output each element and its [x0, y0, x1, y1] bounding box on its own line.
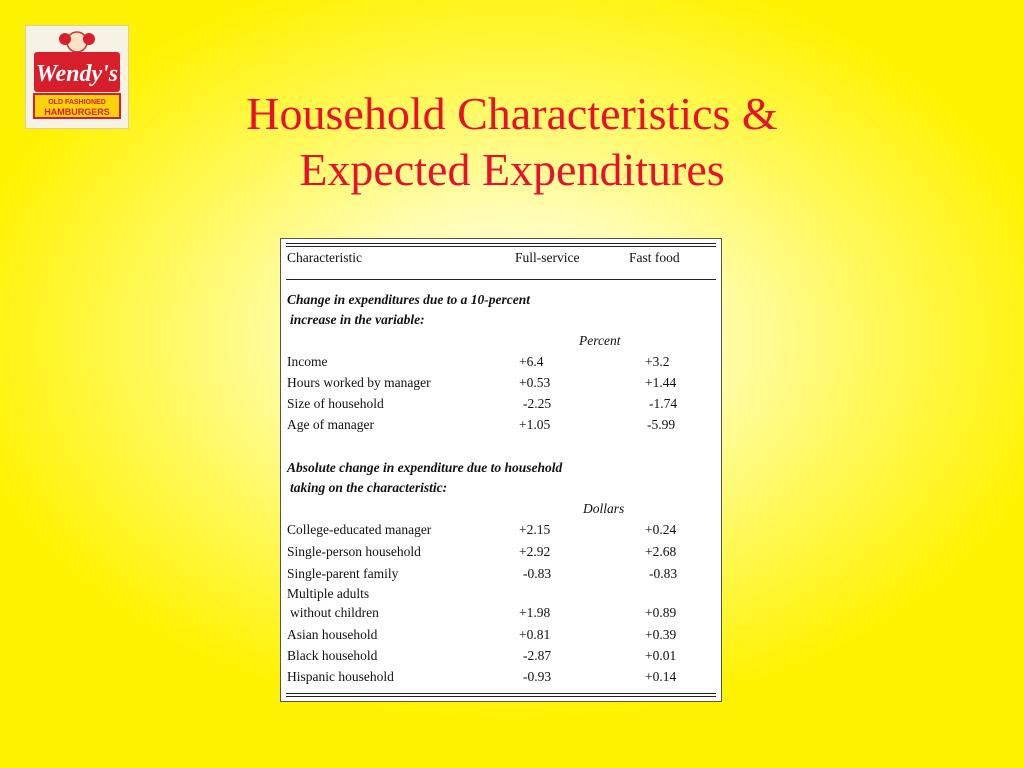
row-label: Age of manager — [287, 417, 374, 432]
row-fast-food: +0.01 — [645, 648, 677, 663]
table-row — [287, 543, 715, 561]
row-fast-food: +2.68 — [645, 544, 677, 559]
row-fast-food: +3.2 — [645, 354, 670, 369]
logo-tagline-bottom: HAMBURGERS — [44, 107, 110, 117]
section1-heading-text-1: Change in expenditures due to a 10-percent — [287, 292, 531, 307]
table-row — [287, 604, 715, 622]
row-full-service: +2.92 — [519, 544, 551, 559]
header-full-service: Full-service — [515, 250, 580, 265]
table-top-rule-2 — [286, 246, 716, 247]
table-row — [287, 668, 715, 686]
row-full-service: +1.05 — [519, 417, 551, 432]
wendys-logo — [25, 25, 129, 129]
section2-unit: Dollars — [583, 501, 625, 516]
row-fast-food: -0.83 — [649, 566, 678, 581]
table-bottom-rule-2 — [286, 696, 716, 697]
wendys-logo-graphic — [26, 26, 128, 128]
row-full-service: +1.98 — [519, 605, 551, 620]
section2-heading-1 — [287, 459, 715, 477]
logo-pigtail-right — [83, 33, 95, 45]
table-row — [287, 521, 715, 539]
row-full-service: +0.53 — [519, 375, 551, 390]
row-fast-food: +0.24 — [645, 522, 677, 537]
row-label: College-educated manager — [287, 522, 432, 537]
row-full-service: -0.83 — [523, 566, 552, 581]
row-label: Black household — [287, 648, 378, 663]
section2-heading-text-2: taking on the characteristic: — [290, 480, 448, 495]
table-row — [287, 585, 715, 603]
row-fast-food: -1.74 — [649, 396, 678, 411]
row-label: Size of household — [287, 396, 384, 411]
slide-title — [140, 86, 884, 198]
section1-heading-text-2: increase in the variable: — [290, 312, 425, 327]
logo-wordmark: Wendy's — [35, 61, 119, 87]
table-header-row — [287, 249, 715, 267]
row-full-service: +6.4 — [519, 354, 544, 369]
row-full-service: +2.15 — [519, 522, 551, 537]
expenditure-table — [280, 238, 722, 702]
row-label: Income — [287, 354, 328, 369]
logo-pigtail-left — [59, 33, 71, 45]
table-row — [287, 353, 715, 371]
section2-unit-row — [287, 500, 715, 518]
row-label: Single-parent family — [287, 566, 399, 581]
table-row — [287, 374, 715, 392]
row-label: Multiple adults — [287, 586, 370, 601]
table-bottom-rule — [286, 693, 716, 694]
row-fast-food: +0.89 — [645, 605, 677, 620]
row-label: Asian household — [287, 627, 378, 642]
table-top-rule — [286, 243, 716, 244]
table-row — [287, 626, 715, 644]
header-rule — [286, 279, 716, 280]
table-row — [287, 395, 715, 413]
table-row — [287, 416, 715, 434]
row-label: without children — [290, 605, 379, 620]
row-label: Hours worked by manager — [287, 375, 431, 390]
row-full-service: -2.87 — [523, 648, 552, 663]
row-full-service: -2.25 — [523, 396, 552, 411]
row-fast-food: +0.14 — [645, 669, 677, 684]
row-fast-food: +1.44 — [645, 375, 677, 390]
header-characteristic: Characteristic — [287, 250, 362, 265]
section1-unit-row — [287, 332, 715, 350]
section1-heading-1 — [287, 291, 715, 309]
row-label: Single-person household — [287, 544, 421, 559]
section1-heading-2 — [287, 311, 715, 329]
section2-heading-text-1: Absolute change in expenditure due to household — [287, 460, 563, 475]
row-full-service: +0.81 — [519, 627, 551, 642]
title-line-1: Household Characteristics & — [246, 88, 778, 139]
title-line-2: Expected Expenditures — [299, 144, 725, 195]
header-fast-food: Fast food — [629, 250, 680, 265]
section2-heading-2 — [287, 479, 715, 497]
row-fast-food: +0.39 — [645, 627, 677, 642]
row-fast-food: -5.99 — [647, 417, 676, 432]
section1-unit: Percent — [579, 333, 621, 348]
logo-tagline-top: OLD FASHIONED — [48, 99, 106, 106]
row-full-service: -0.93 — [523, 669, 552, 684]
table-row — [287, 647, 715, 665]
table-row — [287, 565, 715, 583]
row-label: Hispanic household — [287, 669, 394, 684]
